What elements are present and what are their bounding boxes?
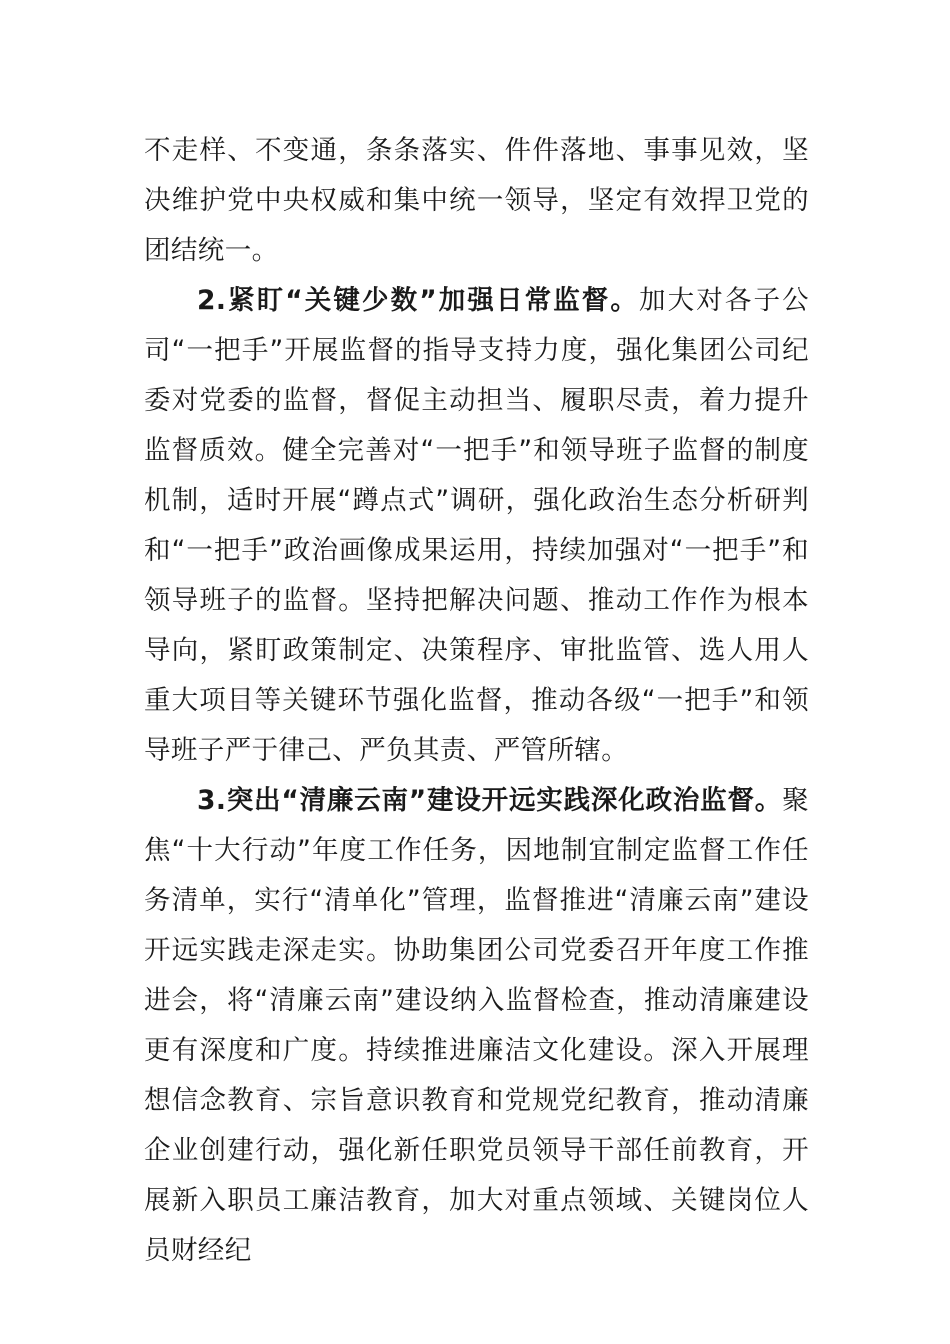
paragraph-item-3 <box>144 776 809 1276</box>
paragraph-continuation <box>144 126 809 276</box>
paragraph-heading: 2.紧盯“关键少数”加强日常监督。 <box>197 285 640 316</box>
document-page <box>144 126 809 1276</box>
paragraph-item-2 <box>144 276 809 776</box>
paragraph-body: 加大对各子公司“一把手”开展监督的指导支持力度，强化集团公司纪委对党委的监督，督促主动担当、履职尽责，着力提升监督质效。健全完善对“一把手”和领导班子监督的制度机制，适时开展“蹲点式”调研，强化政治生态分析研判和“一把手”政治画像成果运用，持续加强对“一把手”和领导班子的监督。坚持把解决问题、推动工作作为根本导向，紧盯政策制定、决策程序、审批监管、选人用人重大项目等关键环节强化监督，推动各级“一把手”和领导班子严于律己、严负其责、严管所辖。 <box>144 285 809 766</box>
paragraph-body: 不走样、不变通，条条落实、件件落地、事事见效，坚决维护党中央权威和集中统一领导，坚定有效捍卫党的团结统一。 <box>144 135 809 266</box>
paragraph-heading: 3.突出“清廉云南”建设开远实践深化政治监督。 <box>197 785 783 816</box>
paragraph-body: 聚焦“十大行动”年度工作任务，因地制宜制定监督工作任务清单，实行“清单化”管理，监督推进“清廉云南”建设开远实践走深走实。协助集团公司党委召开年度工作推进会，将“清廉云南”建设纳入监督检查，推动清廉建设更有深度和广度。持续推进廉洁文化建设。深入开展理想信念教育、宗旨意识教育和党规党纪教育，推动清廉企业创建行动，强化新任职党员领导干部任前教育，开展新入职员工廉洁教育，加大对重点领域、关键岗位人员财经纪 <box>144 785 809 1266</box>
